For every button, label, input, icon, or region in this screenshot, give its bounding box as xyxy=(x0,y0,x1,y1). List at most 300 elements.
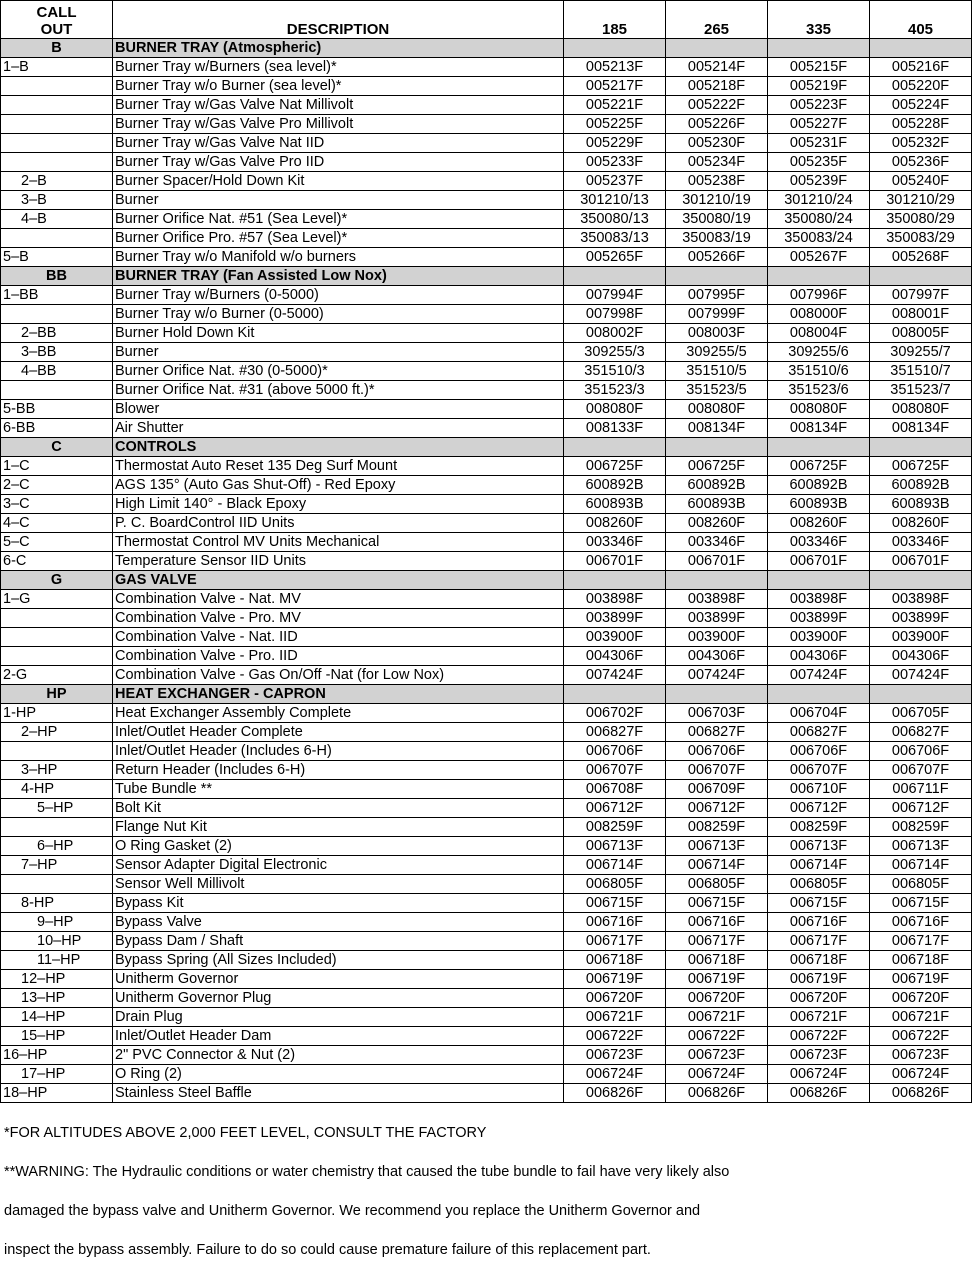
description-cell: Burner Tray w/o Manifold w/o burners xyxy=(113,248,564,267)
part-number-cell-335: 006701F xyxy=(768,552,870,571)
part-number-cell-185: 351523/3 xyxy=(564,381,666,400)
description-cell: Burner Tray w/Burners (sea level)* xyxy=(113,58,564,77)
part-number-cell-185: 006725F xyxy=(564,457,666,476)
callout-cell: 5–C xyxy=(1,533,113,552)
table-row xyxy=(1,1046,972,1065)
description-cell: Combination Valve - Nat. MV xyxy=(113,590,564,609)
part-number-cell-265: 351510/5 xyxy=(666,362,768,381)
part-number-cell-185: 006805F xyxy=(564,875,666,894)
callout-cell: 1–BB xyxy=(1,286,113,305)
part-number-cell-335: 350080/24 xyxy=(768,210,870,229)
callout-cell: 2-G xyxy=(1,666,113,685)
size-header-405: 405 xyxy=(870,1,972,39)
table-row xyxy=(1,476,972,495)
part-number-cell-405: 301210/29 xyxy=(870,191,972,210)
description-cell: Unitherm Governor xyxy=(113,970,564,989)
part-number-cell-265: 309255/5 xyxy=(666,343,768,362)
description-cell: Blower xyxy=(113,400,564,419)
part-number-cell-185: 006721F xyxy=(564,1008,666,1027)
callout-cell: 5–HP xyxy=(1,799,113,818)
part-number-cell-405: 007997F xyxy=(870,286,972,305)
part-number-cell-185: 600893B xyxy=(564,495,666,514)
part-number-cell-265: 006712F xyxy=(666,799,768,818)
part-number-cell-185: 006701F xyxy=(564,552,666,571)
part-number-cell-265: 008260F xyxy=(666,514,768,533)
description-cell: Combination Valve - Pro. MV xyxy=(113,609,564,628)
part-number-cell-335: 008080F xyxy=(768,400,870,419)
description-cell: P. C. BoardControl IID Units xyxy=(113,514,564,533)
section-empty-cell xyxy=(564,39,666,58)
description-cell: Combination Valve - Gas On/Off -Nat (for Low Nox) xyxy=(113,666,564,685)
part-number-cell-335: 006718F xyxy=(768,951,870,970)
part-number-cell-265: 006805F xyxy=(666,875,768,894)
description-cell: Burner Tray w/Gas Valve Nat IID xyxy=(113,134,564,153)
part-number-cell-265: 005230F xyxy=(666,134,768,153)
part-number-cell-405: 006724F xyxy=(870,1065,972,1084)
callout-cell: 1–G xyxy=(1,590,113,609)
part-number-cell-405: 006712F xyxy=(870,799,972,818)
section-empty-cell xyxy=(870,267,972,286)
table-row xyxy=(1,875,972,894)
description-cell: Sensor Adapter Digital Electronic xyxy=(113,856,564,875)
part-number-cell-185: 004306F xyxy=(564,647,666,666)
part-number-cell-265: 007424F xyxy=(666,666,768,685)
part-number-cell-265: 006717F xyxy=(666,932,768,951)
callout-cell xyxy=(1,381,113,400)
section-empty-cell xyxy=(666,267,768,286)
part-number-cell-335: 005219F xyxy=(768,77,870,96)
callout-cell: 16–HP xyxy=(1,1046,113,1065)
part-number-cell-335: 006717F xyxy=(768,932,870,951)
part-number-cell-265: 006722F xyxy=(666,1027,768,1046)
description-cell: Air Shutter xyxy=(113,419,564,438)
table-row xyxy=(1,666,972,685)
description-cell: Inlet/Outlet Header Complete xyxy=(113,723,564,742)
callout-cell: 3–HP xyxy=(1,761,113,780)
part-number-cell-335: 006724F xyxy=(768,1065,870,1084)
size-header-335: 335 xyxy=(768,1,870,39)
callout-cell: 15–HP xyxy=(1,1027,113,1046)
part-number-cell-405: 006705F xyxy=(870,704,972,723)
part-number-cell-265: 005226F xyxy=(666,115,768,134)
part-number-cell-265: 008003F xyxy=(666,324,768,343)
table-row xyxy=(1,951,972,970)
part-number-cell-185: 301210/13 xyxy=(564,191,666,210)
part-number-cell-185: 008260F xyxy=(564,514,666,533)
part-number-cell-335: 006716F xyxy=(768,913,870,932)
callout-cell: 1–B xyxy=(1,58,113,77)
part-number-cell-335: 006721F xyxy=(768,1008,870,1027)
callout-cell: 10–HP xyxy=(1,932,113,951)
part-number-cell-265: 301210/19 xyxy=(666,191,768,210)
part-number-cell-405: 006718F xyxy=(870,951,972,970)
callout-cell: 3–BB xyxy=(1,343,113,362)
description-cell: Combination Valve - Nat. IID xyxy=(113,628,564,647)
part-number-cell-185: 006826F xyxy=(564,1084,666,1103)
part-number-cell-265: 005234F xyxy=(666,153,768,172)
part-number-cell-405: 600892B xyxy=(870,476,972,495)
part-number-cell-265: 006826F xyxy=(666,1084,768,1103)
table-row xyxy=(1,894,972,913)
description-cell: Inlet/Outlet Header Dam xyxy=(113,1027,564,1046)
callout-cell: 18–HP xyxy=(1,1084,113,1103)
part-number-cell-265: 350083/19 xyxy=(666,229,768,248)
part-number-cell-185: 007998F xyxy=(564,305,666,324)
part-number-cell-405: 309255/7 xyxy=(870,343,972,362)
callout-cell: 5–B xyxy=(1,248,113,267)
table-row xyxy=(1,286,972,305)
part-number-cell-335: 600892B xyxy=(768,476,870,495)
part-number-cell-405: 008005F xyxy=(870,324,972,343)
description-cell: O Ring Gasket (2) xyxy=(113,837,564,856)
table-row xyxy=(1,590,972,609)
part-number-cell-185: 006706F xyxy=(564,742,666,761)
part-number-cell-265: 600892B xyxy=(666,476,768,495)
part-number-cell-335: 351510/6 xyxy=(768,362,870,381)
section-empty-cell xyxy=(564,438,666,457)
part-number-cell-405: 007424F xyxy=(870,666,972,685)
part-number-cell-185: 003346F xyxy=(564,533,666,552)
part-number-cell-335: 006707F xyxy=(768,761,870,780)
section-code: G xyxy=(1,571,113,590)
description-cell: Bypass Kit xyxy=(113,894,564,913)
callout-cell: 1–C xyxy=(1,457,113,476)
footnote-warning-line-1: **WARNING: The Hydraulic conditions or water chemistry that caused the tube bundle to fail have very likely also xyxy=(4,1163,730,1180)
part-number-cell-185: 005213F xyxy=(564,58,666,77)
table-row xyxy=(1,628,972,647)
part-number-cell-335: 006704F xyxy=(768,704,870,723)
section-empty-cell xyxy=(768,39,870,58)
table-row xyxy=(1,970,972,989)
table-row xyxy=(1,704,972,723)
part-number-cell-265: 005222F xyxy=(666,96,768,115)
section-empty-cell xyxy=(870,685,972,704)
part-number-cell-265: 006724F xyxy=(666,1065,768,1084)
part-number-cell-185: 006718F xyxy=(564,951,666,970)
table-row xyxy=(1,96,972,115)
callout-cell xyxy=(1,742,113,761)
section-code: HP xyxy=(1,685,113,704)
section-empty-cell xyxy=(870,39,972,58)
table-row xyxy=(1,932,972,951)
part-number-cell-335: 003898F xyxy=(768,590,870,609)
part-number-cell-405: 006716F xyxy=(870,913,972,932)
part-number-cell-265: 006714F xyxy=(666,856,768,875)
part-number-cell-405: 004306F xyxy=(870,647,972,666)
table-row xyxy=(1,381,972,400)
part-number-cell-265: 006721F xyxy=(666,1008,768,1027)
part-number-cell-405: 008080F xyxy=(870,400,972,419)
part-number-cell-405: 351510/7 xyxy=(870,362,972,381)
callout-cell: 1-HP xyxy=(1,704,113,723)
part-number-cell-185: 351510/3 xyxy=(564,362,666,381)
section-header-row xyxy=(1,39,972,58)
table-row xyxy=(1,1084,972,1103)
callout-cell: 4-HP xyxy=(1,780,113,799)
callout-cell: 12–HP xyxy=(1,970,113,989)
part-number-cell-265: 350080/19 xyxy=(666,210,768,229)
description-cell: Burner Tray w/o Burner (0-5000) xyxy=(113,305,564,324)
description-cell: Bypass Valve xyxy=(113,913,564,932)
callout-header: CALL OUT xyxy=(1,1,113,39)
part-number-cell-265: 005266F xyxy=(666,248,768,267)
part-number-cell-335: 006710F xyxy=(768,780,870,799)
part-number-cell-405: 006715F xyxy=(870,894,972,913)
part-number-cell-335: 350083/24 xyxy=(768,229,870,248)
part-number-cell-405: 006725F xyxy=(870,457,972,476)
part-number-cell-265: 008134F xyxy=(666,419,768,438)
part-number-cell-185: 005233F xyxy=(564,153,666,172)
section-empty-cell xyxy=(564,267,666,286)
part-number-cell-335: 301210/24 xyxy=(768,191,870,210)
part-number-cell-185: 006716F xyxy=(564,913,666,932)
description-cell: Combination Valve - Pro. IID xyxy=(113,647,564,666)
part-number-cell-405: 006713F xyxy=(870,837,972,856)
part-number-cell-405: 008001F xyxy=(870,305,972,324)
callout-cell: 2–C xyxy=(1,476,113,495)
callout-cell: 6-C xyxy=(1,552,113,571)
part-number-cell-265: 600893B xyxy=(666,495,768,514)
section-header-row xyxy=(1,438,972,457)
description-cell: Thermostat Control MV Units Mechanical xyxy=(113,533,564,552)
table-row xyxy=(1,58,972,77)
section-header-row xyxy=(1,685,972,704)
part-number-cell-185: 006720F xyxy=(564,989,666,1008)
part-number-cell-265: 005238F xyxy=(666,172,768,191)
callout-cell xyxy=(1,609,113,628)
table-row xyxy=(1,419,972,438)
callout-cell: 13–HP xyxy=(1,989,113,1008)
part-number-cell-185: 600892B xyxy=(564,476,666,495)
description-cell: Unitherm Governor Plug xyxy=(113,989,564,1008)
part-number-cell-405: 008260F xyxy=(870,514,972,533)
section-empty-cell xyxy=(564,571,666,590)
part-number-cell-405: 600893B xyxy=(870,495,972,514)
callout-cell: 6-BB xyxy=(1,419,113,438)
table-header-row xyxy=(1,1,972,39)
callout-cell xyxy=(1,305,113,324)
table-row xyxy=(1,1027,972,1046)
description-cell: Burner Orifice Pro. #57 (Sea Level)* xyxy=(113,229,564,248)
part-number-cell-265: 006703F xyxy=(666,704,768,723)
callout-cell: 2–B xyxy=(1,172,113,191)
part-number-cell-405: 350080/29 xyxy=(870,210,972,229)
table-row xyxy=(1,77,972,96)
part-number-cell-185: 003898F xyxy=(564,590,666,609)
description-cell: Stainless Steel Baffle xyxy=(113,1084,564,1103)
part-number-cell-405: 006714F xyxy=(870,856,972,875)
description-cell: Inlet/Outlet Header (Includes 6-H) xyxy=(113,742,564,761)
part-number-cell-185: 005217F xyxy=(564,77,666,96)
description-cell: Burner Hold Down Kit xyxy=(113,324,564,343)
section-code: BB xyxy=(1,267,113,286)
part-number-cell-185: 006714F xyxy=(564,856,666,875)
part-number-cell-185: 350080/13 xyxy=(564,210,666,229)
description-cell: Sensor Well Millivolt xyxy=(113,875,564,894)
section-empty-cell xyxy=(768,685,870,704)
part-number-cell-265: 006720F xyxy=(666,989,768,1008)
description-cell: Return Header (Includes 6-H) xyxy=(113,761,564,780)
table-row xyxy=(1,229,972,248)
table-row xyxy=(1,856,972,875)
part-number-cell-265: 006701F xyxy=(666,552,768,571)
callout-cell: 4–BB xyxy=(1,362,113,381)
part-number-cell-265: 005218F xyxy=(666,77,768,96)
part-number-cell-335: 006723F xyxy=(768,1046,870,1065)
section-title: HEAT EXCHANGER - CAPRON xyxy=(113,685,564,704)
part-number-cell-185: 003899F xyxy=(564,609,666,628)
part-number-cell-265: 351523/5 xyxy=(666,381,768,400)
part-number-cell-405: 006706F xyxy=(870,742,972,761)
part-number-cell-265: 006709F xyxy=(666,780,768,799)
part-number-cell-335: 005223F xyxy=(768,96,870,115)
callout-cell: 5-BB xyxy=(1,400,113,419)
section-empty-cell xyxy=(870,438,972,457)
part-number-cell-265: 006719F xyxy=(666,970,768,989)
part-number-cell-405: 350083/29 xyxy=(870,229,972,248)
part-number-cell-265: 006715F xyxy=(666,894,768,913)
part-number-cell-185: 006827F xyxy=(564,723,666,742)
description-cell: 2" PVC Connector & Nut (2) xyxy=(113,1046,564,1065)
callout-cell xyxy=(1,229,113,248)
table-row xyxy=(1,191,972,210)
part-number-cell-405: 006719F xyxy=(870,970,972,989)
section-header-row xyxy=(1,571,972,590)
part-number-cell-405: 003346F xyxy=(870,533,972,552)
part-number-cell-335: 006713F xyxy=(768,837,870,856)
part-number-cell-185: 003900F xyxy=(564,628,666,647)
part-number-cell-335: 006715F xyxy=(768,894,870,913)
table-row xyxy=(1,533,972,552)
description-cell: Burner Orifice Nat. #51 (Sea Level)* xyxy=(113,210,564,229)
section-title: BURNER TRAY (Atmospheric) xyxy=(113,39,564,58)
section-code: C xyxy=(1,438,113,457)
table-row xyxy=(1,514,972,533)
part-number-cell-335: 003899F xyxy=(768,609,870,628)
part-number-cell-405: 003898F xyxy=(870,590,972,609)
part-number-cell-185: 006712F xyxy=(564,799,666,818)
callout-cell xyxy=(1,628,113,647)
part-number-cell-185: 006708F xyxy=(564,780,666,799)
callout-cell xyxy=(1,77,113,96)
part-number-cell-265: 008080F xyxy=(666,400,768,419)
part-number-cell-405: 006805F xyxy=(870,875,972,894)
part-number-cell-185: 005237F xyxy=(564,172,666,191)
part-number-cell-405: 005228F xyxy=(870,115,972,134)
section-title: GAS VALVE xyxy=(113,571,564,590)
part-number-cell-185: 005221F xyxy=(564,96,666,115)
part-number-cell-185: 006715F xyxy=(564,894,666,913)
section-code: B xyxy=(1,39,113,58)
description-cell: Burner Tray w/Burners (0-5000) xyxy=(113,286,564,305)
callout-cell: 14–HP xyxy=(1,1008,113,1027)
callout-cell xyxy=(1,134,113,153)
part-number-cell-405: 003899F xyxy=(870,609,972,628)
part-number-cell-405: 351523/7 xyxy=(870,381,972,400)
table-row xyxy=(1,647,972,666)
part-number-cell-405: 003900F xyxy=(870,628,972,647)
footnotes xyxy=(0,1104,944,1280)
part-number-cell-265: 006718F xyxy=(666,951,768,970)
table-row xyxy=(1,837,972,856)
description-cell: Heat Exchanger Assembly Complete xyxy=(113,704,564,723)
callout-cell: 3–B xyxy=(1,191,113,210)
part-number-cell-265: 008259F xyxy=(666,818,768,837)
description-cell: Drain Plug xyxy=(113,1008,564,1027)
part-number-cell-405: 005220F xyxy=(870,77,972,96)
part-number-cell-335: 006827F xyxy=(768,723,870,742)
table-row xyxy=(1,134,972,153)
table-row xyxy=(1,780,972,799)
part-number-cell-335: 006826F xyxy=(768,1084,870,1103)
table-row xyxy=(1,913,972,932)
callout-cell: 6–HP xyxy=(1,837,113,856)
table-row xyxy=(1,799,972,818)
part-number-cell-185: 005225F xyxy=(564,115,666,134)
callout-cell: 2–BB xyxy=(1,324,113,343)
section-header-row xyxy=(1,267,972,286)
section-empty-cell xyxy=(870,571,972,590)
part-number-cell-405: 008259F xyxy=(870,818,972,837)
part-number-cell-335: 008134F xyxy=(768,419,870,438)
part-number-cell-185: 008259F xyxy=(564,818,666,837)
part-number-cell-185: 309255/3 xyxy=(564,343,666,362)
part-number-cell-185: 007424F xyxy=(564,666,666,685)
callout-cell xyxy=(1,115,113,134)
part-number-cell-265: 004306F xyxy=(666,647,768,666)
part-number-cell-335: 007996F xyxy=(768,286,870,305)
part-number-cell-185: 008133F xyxy=(564,419,666,438)
part-number-cell-335: 003900F xyxy=(768,628,870,647)
description-cell: Bolt Kit xyxy=(113,799,564,818)
description-cell: Burner xyxy=(113,191,564,210)
description-cell: Burner Tray w/Gas Valve Nat Millivolt xyxy=(113,96,564,115)
section-title: BURNER TRAY (Fan Assisted Low Nox) xyxy=(113,267,564,286)
part-number-cell-405: 006717F xyxy=(870,932,972,951)
part-number-cell-265: 003900F xyxy=(666,628,768,647)
description-cell: O Ring (2) xyxy=(113,1065,564,1084)
part-number-cell-185: 006723F xyxy=(564,1046,666,1065)
part-number-cell-185: 007994F xyxy=(564,286,666,305)
part-number-cell-265: 005214F xyxy=(666,58,768,77)
part-number-cell-185: 350083/13 xyxy=(564,229,666,248)
part-number-cell-265: 006706F xyxy=(666,742,768,761)
table-row xyxy=(1,210,972,229)
part-number-cell-335: 351523/6 xyxy=(768,381,870,400)
callout-cell: 4–B xyxy=(1,210,113,229)
part-number-cell-335: 006720F xyxy=(768,989,870,1008)
part-number-cell-405: 006826F xyxy=(870,1084,972,1103)
part-number-cell-185: 006713F xyxy=(564,837,666,856)
description-cell: Bypass Dam / Shaft xyxy=(113,932,564,951)
callout-cell: 7–HP xyxy=(1,856,113,875)
table-row xyxy=(1,305,972,324)
part-number-cell-185: 006717F xyxy=(564,932,666,951)
part-number-cell-405: 005216F xyxy=(870,58,972,77)
part-number-cell-335: 007424F xyxy=(768,666,870,685)
section-empty-cell xyxy=(768,438,870,457)
callout-cell: 4–C xyxy=(1,514,113,533)
part-number-cell-405: 006723F xyxy=(870,1046,972,1065)
part-number-cell-265: 003899F xyxy=(666,609,768,628)
description-cell: Temperature Sensor IID Units xyxy=(113,552,564,571)
part-number-cell-335: 005227F xyxy=(768,115,870,134)
description-cell: Burner Orifice Nat. #30 (0-5000)* xyxy=(113,362,564,381)
part-number-cell-185: 006719F xyxy=(564,970,666,989)
description-cell: AGS 135° (Auto Gas Shut-Off) - Red Epoxy xyxy=(113,476,564,495)
section-empty-cell xyxy=(768,267,870,286)
callout-cell: 9–HP xyxy=(1,913,113,932)
